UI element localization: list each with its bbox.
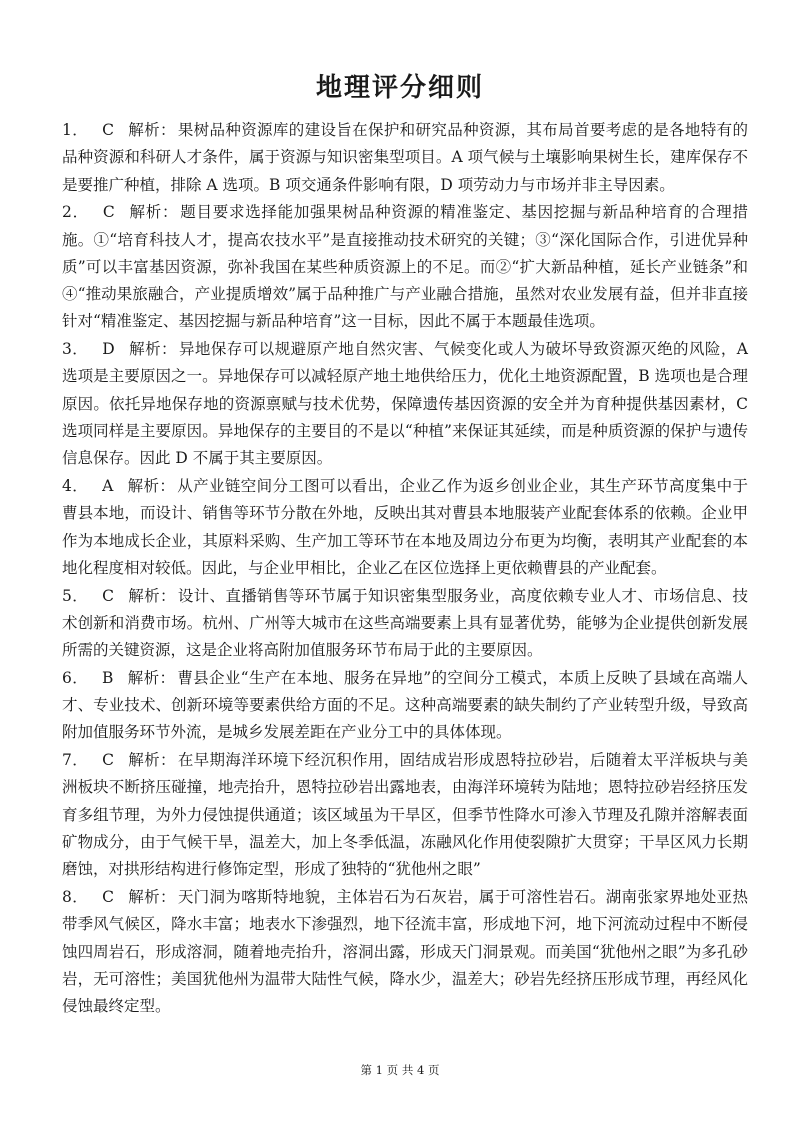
item-label: 解析：: [128, 340, 177, 359]
item-label: 解析：: [127, 668, 176, 687]
item-answer: D: [102, 340, 115, 359]
item-answer: C: [102, 888, 114, 907]
page-title: 地理评分细则: [315, 73, 484, 103]
item-explanation: 在早期海洋环境下经沉积作用，固结成岩形成恩特拉砂岩，后随着太平洋板块与美洲板块不断挤压碰撞，地壳抬升，恩特拉砂岩出露地表，由海洋环境转为陆地；恩特拉砂岩经挤压发育多组节理，为外力侵蚀提供通道；该区域虽为干旱区，但季节性降水可渗入节理及孔隙并溶解表面矿物成分，由于气候干旱，温差大，加上冬季低温，冻融风化作用使裂隙扩大贯穿；干旱区风力长期磨蚀，对拱形结构进行修饰定型，形成了独特的“犹他州之眼”: [62, 751, 748, 879]
page-footer: 第 1 页 共 4 页: [360, 1063, 440, 1077]
answer-item-7: [62, 747, 748, 883]
item-explanation: 异地保存可以规避原产地自然灾害、气候变化或人为破坏导致资源灭绝的风险，A 选项是主要原因之一。异地保存可以减轻原产地土地供给压力，优化土地资源配置，B 选项也是合理原因。依托异地保存地的资源禀赋与技术优势，保障遗传基因资源的安全并为育种提供基因素材，C 选项同样是主要原因。异地保存的主要目的不是以“种植”来保证其延续，而是种质资源的保护与遗传信息保存。因此 D 不属于其主要原因。: [62, 340, 748, 468]
item-answer: C: [102, 121, 114, 139]
item-number: 6．: [62, 668, 89, 687]
answer-item-1: [62, 117, 748, 199]
answer-item-8: [62, 884, 748, 1020]
item-answer: C: [102, 751, 114, 770]
answer-item-5: [62, 583, 748, 665]
item-number: 4．: [62, 477, 89, 496]
answer-item-2: [62, 199, 748, 335]
item-explanation: 设计、直播销售等环节属于知识密集型服务业，高度依赖专业人才、市场信息、技术创新和消费市场。杭州、广州等大城市在这些高端要素上具有显著优势，能够为企业提供创新发展所需的关键资源，这是企业将高附加值服务环节布局于此的主要原因。: [62, 586, 748, 660]
item-answer: B: [102, 668, 114, 687]
item-explanation: 曹县企业“生产在本地、服务在异地”的空间分工模式，本质上反映了县域在高端人才、专业技术、创新环境等要素供给方面的不足。这种高端要素的缺失制约了产业转型升级，导致高附加值服务环节外流，是城乡发展差距在产业分工中的具体体现。: [62, 668, 748, 742]
item-number: 5．: [62, 586, 89, 605]
item-explanation: 果树品种资源库的建设旨在保护和研究品种资源，其布局首要考虑的是各地特有的品种资源和科研人才条件，属于资源与知识密集型项目。A 项气候与土壤影响果树生长，建库保存不是要推广种植，排除 A 选项。B 项交通条件影响有限，D 项劳动力与市场并非主导因素。: [62, 121, 748, 194]
item-number: 3．: [62, 340, 89, 359]
item-explanation: 天门洞为喀斯特地貌，主体岩石为石灰岩，属于可溶性岩石。湖南张家界地处亚热带季风气候区，降水丰富；地表水下渗强烈，地下径流丰富，形成地下河，地下河流动过程中不断侵蚀四周岩石，形成溶洞，随着地壳抬升，溶洞出露，形成天门洞景观。而美国“犹他州之眼”为多孔砂岩，无可溶性；美国犹他州为温带大陆性气候，降水少，温差大；砂岩先经挤压形成节理，再经风化侵蚀最终定型。: [62, 888, 748, 1016]
item-explanation: 题目要求选择能加强果树品种资源的精准鉴定、基因挖掘与新品种培育的合理措施。①“培育科技人才，提高农技水平”是直接推动技术研究的关键；③“深化国际合作，引进优异种质”可以丰富基因资源，弥补我国在某些种质资源上的不足。而②“扩大新品种植，延长产业链条”和④“推动果旅融合，产业提质增效”属于品种推广与产业融合措施，虽然对农业发展有益，但并非直接针对“精准鉴定、基因挖掘与新品种培育”这一目标，因此不属于本题最佳选项。: [62, 203, 748, 331]
item-explanation: 从产业链空间分工图可以看出，企业乙作为返乡创业企业，其生产环节高度集中于曹县本地，而设计、销售等环节分散在外地，反映出其对曹县本地服装产业配套体系的依赖。企业甲作为本地成长企业，其原料采购、生产加工等环节在本地及周边分布更为均衡，表明其产业配套的本地化程度相对较低。因此，与企业甲相比，企业乙在区位选择上更依赖曹县的产业配套。: [62, 477, 748, 577]
item-label: 解析：: [127, 751, 176, 770]
item-label: 解析：: [127, 586, 176, 605]
answer-item-4: [62, 473, 748, 582]
answer-item-6: [62, 665, 748, 747]
item-label: 解析：: [127, 477, 176, 496]
answer-list: [62, 117, 748, 1021]
answer-item-3: [62, 336, 748, 472]
item-answer: C: [102, 586, 114, 605]
item-answer: A: [102, 477, 114, 496]
item-number: 8．: [62, 888, 89, 907]
item-label: 解析：: [128, 203, 179, 222]
item-answer: C: [102, 203, 115, 222]
item-number: 2．: [62, 203, 89, 222]
item-number: 1．: [62, 121, 89, 139]
item-label: 解析：: [127, 121, 176, 139]
item-number: 7．: [62, 751, 89, 770]
item-label: 解析：: [127, 888, 176, 907]
